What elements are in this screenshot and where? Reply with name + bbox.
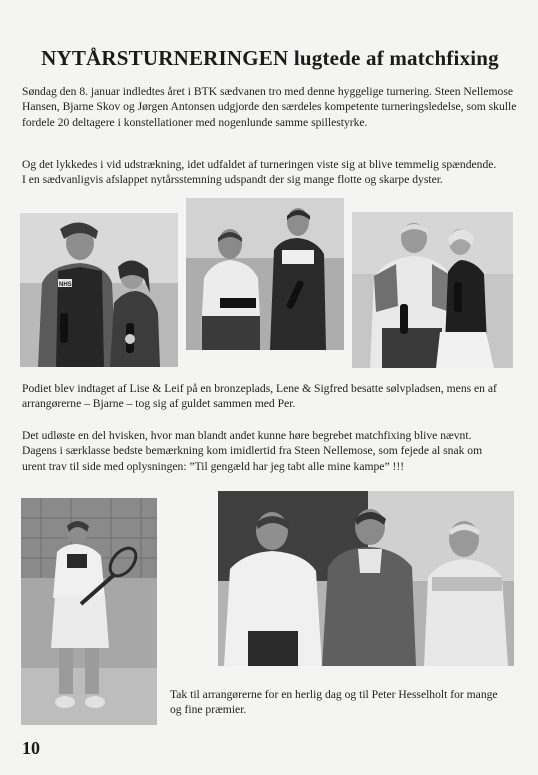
photo-label-nhs: NHS — [59, 282, 72, 288]
podium-paragraph: Podiet blev indtaget af Lise & Leif på en bronzeplads, Lene & Sigfred besatte sølvpladsen, mens en af arrangørerne – Bjarne – tog sig af guldet sammen med Per. — [22, 382, 497, 411]
intro-paragraph: Søndag den 8. januar indledtes året i BTK sædvanen tro med denne hyggelige turnering. Steen Nellemose Hansen, Bjarne Skov og Jørgen Antonsen udgjorde den særdeles kompetente turneringsledelse, som skulle fordele 20 deltagere i konstellationer med nogenlunde samme spillestyrke. — [22, 85, 517, 129]
photo-bronze-couple — [20, 213, 178, 367]
thanks-paragraph: Tak til arrangørerne for en herlig dag og til Peter Hesselholt for mange og fine præmier. — [170, 688, 498, 717]
second-paragraph: Og det lykkedes i vid udstrækning, idet udfaldet af turneringen viste sig at blive temmelig spændende. I en sædvanligvis afslappet nytårsstemning udspandt der sig mange flotte og skarpe dyster. — [22, 158, 497, 187]
article-title: NYTÅRSTURNERINGEN lugtede af matchfixing — [41, 46, 499, 70]
matchfixing-paragraph: Det udløste en del hvisken, hvor man blandt andet kunne høre begrebet matchfixing blive nævnt. Dagens i særklasse bedste bemærkning kom imidlertid fra Steen Nellemose, som fejede al snak om urent trav til side med oplysningen: ”Til gengæld har jeg tabt alle mine kampe” !!! — [22, 429, 483, 473]
photo-three-organizers-image — [218, 491, 514, 666]
photo-three-organizers — [218, 491, 514, 666]
photo-gold-couple-image — [352, 212, 513, 368]
photo-silver-pair-image — [186, 198, 344, 350]
photo-gold-couple — [352, 212, 513, 368]
photo-bronze-couple-image — [20, 213, 178, 367]
page-number: 10 — [22, 738, 40, 758]
photo-silver-pair — [186, 198, 344, 350]
photo-player-racket — [21, 498, 157, 725]
photo-player-racket-image — [21, 498, 157, 725]
